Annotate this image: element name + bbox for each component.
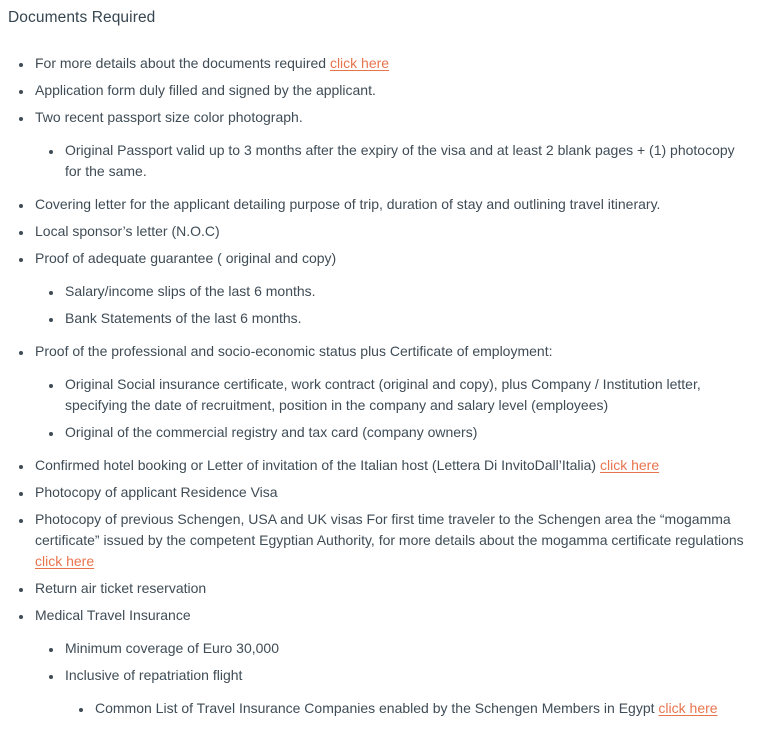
list-item	[93, 698, 750, 719]
documents-required-list	[8, 53, 750, 719]
list-item	[63, 308, 750, 329]
list-item	[63, 374, 750, 416]
list-item-text: Minimum coverage of Euro 30,000	[65, 640, 279, 657]
click-here-link[interactable]: click here	[599, 457, 660, 474]
list-item-text: Confirmed hotel booking or Letter of invitation of the Italian host (Lettera Di InvitoDall’Italia) click here	[35, 457, 660, 474]
list-item	[33, 221, 750, 242]
list-item	[33, 482, 750, 503]
click-here-link[interactable]: click here	[35, 553, 95, 570]
list-item-text: Original Passport valid up to 3 months after the expiry of the visa and at least 2 blank pages + (1) photocopy for the same.	[65, 142, 735, 180]
list-item-text: Local sponsor’s letter (N.O.C)	[35, 223, 220, 240]
page-title: Documents Required	[8, 9, 156, 26]
list-item-text: Photocopy of previous Schengen, USA and UK visas For first time traveler to the Schengen area the “mogamma certificate” issued by the competent Egyptian Authority, for more details about the mogamma certificate regulations click here	[35, 511, 744, 570]
list-item	[33, 194, 750, 215]
list-item	[63, 140, 750, 182]
list-item	[33, 605, 750, 719]
list-item	[63, 665, 750, 719]
list-item	[33, 341, 750, 443]
list-item-text: Two recent passport size color photograph.	[35, 109, 303, 126]
list-item-text: Covering letter for the applicant detailing purpose of trip, duration of stay and outlining travel itinerary.	[35, 196, 661, 213]
list-item	[33, 107, 750, 182]
list-item	[33, 248, 750, 329]
list-item	[33, 509, 750, 572]
bullet-list-level-1	[8, 194, 750, 329]
list-item-text: Medical Travel Insurance	[35, 607, 191, 624]
bullet-list-level-2	[35, 638, 750, 719]
bullet-list-level-1	[8, 341, 750, 443]
list-item-text: Inclusive of repatriation flight	[65, 667, 243, 684]
bullet-list-level-1	[8, 53, 750, 182]
list-item-text: Bank Statements of the last 6 months.	[65, 310, 302, 327]
list-item-text: Photocopy of applicant Residence Visa	[35, 484, 278, 501]
list-item-text: Original Social insurance certificate, work contract (original and copy), plus Company / Institution letter, specifying the date of recruitment, position in the company and salary level (employees)	[65, 376, 701, 414]
list-item-text: Proof of adequate guarantee ( original and copy)	[35, 250, 337, 267]
list-item-text: Proof of the professional and socio-economic status plus Certificate of employment:	[35, 343, 553, 360]
list-item-text: Common List of Travel Insurance Companies enabled by the Schengen Members in Egypt click here	[95, 700, 718, 717]
list-item-text: Original of the commercial registry and tax card (company owners)	[65, 424, 478, 441]
list-item	[33, 53, 750, 74]
bullet-list-level-2	[35, 281, 750, 329]
list-item	[33, 455, 750, 476]
list-item	[33, 578, 750, 599]
list-item-text: Salary/income slips of the last 6 months.	[65, 283, 316, 300]
list-item	[63, 422, 750, 443]
list-item-text: Return air ticket reservation	[35, 580, 207, 597]
click-here-link[interactable]: click here	[658, 700, 718, 717]
bullet-list-level-2	[35, 140, 750, 182]
bullet-list-level-2	[35, 374, 750, 443]
list-item	[63, 638, 750, 659]
list-item	[63, 281, 750, 302]
list-item-text: Application form duly filled and signed by the applicant.	[35, 82, 376, 99]
bullet-list-level-1	[8, 455, 750, 719]
bullet-list-level-3	[65, 698, 750, 719]
list-item	[33, 80, 750, 101]
list-item-text: For more details about the documents required click here	[35, 55, 390, 72]
click-here-link[interactable]: click here	[329, 55, 390, 72]
